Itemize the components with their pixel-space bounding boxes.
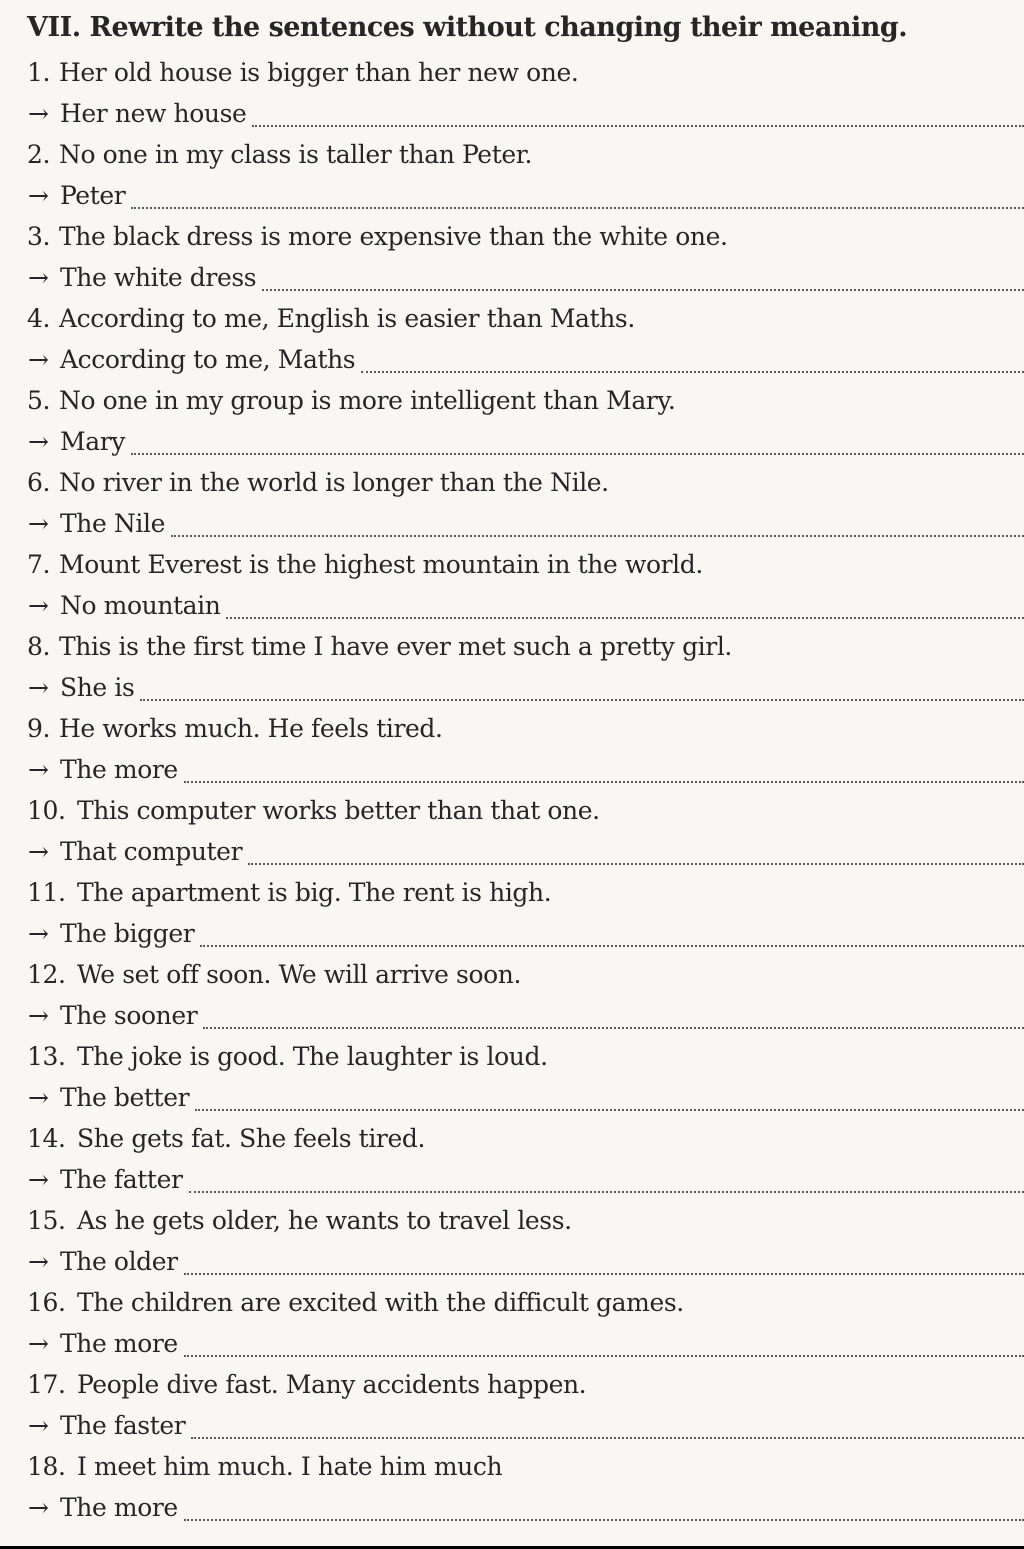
answer-prompt: The Nile [60, 509, 165, 538]
question-number: 2. [27, 140, 51, 169]
exercise-item [0, 544, 1024, 626]
question-number: 3. [27, 222, 51, 251]
answer-line [0, 995, 1024, 1036]
question-text: As he gets older, he wants to travel less. [77, 1206, 572, 1235]
question-text: No river in the world is longer than the Nile. [59, 468, 609, 497]
exercise-question [0, 790, 1024, 831]
question-number: 8. [27, 632, 51, 661]
answer-line [0, 1323, 1024, 1364]
question-number: 17. [27, 1370, 66, 1399]
exercise-item [0, 708, 1024, 790]
answer-prompt: She is [60, 673, 135, 702]
exercise-question [0, 954, 1024, 995]
question-number: 4. [27, 304, 51, 333]
answer-line [0, 257, 1024, 298]
question-text: This computer works better than that one. [77, 796, 600, 825]
question-text: I meet him much. I hate him much [77, 1452, 503, 1481]
answer-blank[interactable] [184, 1343, 1024, 1357]
exercise-item [0, 1364, 1024, 1446]
arrow-right-icon: → [28, 755, 49, 784]
arrow-right-icon: → [28, 427, 49, 456]
arrow-right-icon: → [28, 591, 49, 620]
arrow-right-icon: → [28, 1247, 49, 1276]
answer-prompt: No mountain [60, 591, 221, 620]
question-number: 10. [27, 796, 66, 825]
answer-line [0, 93, 1024, 134]
question-text: People dive fast. Many accidents happen. [77, 1370, 587, 1399]
answer-line [0, 1241, 1024, 1282]
exercise-item [0, 626, 1024, 708]
answer-blank[interactable] [195, 1097, 1024, 1111]
answer-prompt: The faster [60, 1411, 186, 1440]
arrow-right-icon: → [28, 837, 49, 866]
question-text: This is the first time I have ever met such a pretty girl. [59, 632, 732, 661]
answer-prompt: The white dress [60, 263, 257, 292]
answer-prompt: The sooner [60, 1001, 198, 1030]
answer-line [0, 1159, 1024, 1200]
answer-blank[interactable] [140, 687, 1024, 701]
exercise-question [0, 1118, 1024, 1159]
arrow-right-icon: → [28, 673, 49, 702]
answer-line [0, 421, 1024, 462]
answer-blank[interactable] [189, 1179, 1024, 1193]
arrow-right-icon: → [28, 1001, 49, 1030]
question-number: 14. [27, 1124, 66, 1153]
exercise-question [0, 708, 1024, 749]
question-number: 11. [27, 878, 66, 907]
answer-blank[interactable] [252, 113, 1024, 127]
exercise-item [0, 1446, 1024, 1528]
exercise-question [0, 1036, 1024, 1077]
answer-blank[interactable] [191, 1425, 1024, 1439]
exercise-question [0, 52, 1024, 93]
answer-prompt: The better [60, 1083, 190, 1112]
arrow-right-icon: → [28, 263, 49, 292]
answer-line [0, 1405, 1024, 1446]
exercise-question [0, 216, 1024, 257]
answer-line [0, 749, 1024, 790]
arrow-right-icon: → [28, 1329, 49, 1358]
answer-prompt: The more [60, 1329, 178, 1358]
answer-line [0, 585, 1024, 626]
exercise-item [0, 134, 1024, 216]
question-text: No one in my group is more intelligent than Mary. [59, 386, 676, 415]
answer-prompt: According to me, Maths [60, 345, 356, 374]
question-number: 13. [27, 1042, 66, 1071]
answer-blank[interactable] [184, 769, 1024, 783]
exercise-item [0, 380, 1024, 462]
question-number: 18. [27, 1452, 66, 1481]
answer-blank[interactable] [184, 1261, 1024, 1275]
question-text: According to me, English is easier than Maths. [59, 304, 635, 333]
answer-line [0, 1487, 1024, 1528]
answer-line [0, 913, 1024, 954]
question-number: 6. [27, 468, 51, 497]
answer-line [0, 667, 1024, 708]
answer-prompt: The older [60, 1247, 178, 1276]
exercise-question [0, 626, 1024, 667]
question-text: The apartment is big. The rent is high. [77, 878, 552, 907]
answer-prompt: The more [60, 1493, 178, 1522]
exercise-item [0, 954, 1024, 1036]
answer-blank[interactable] [361, 359, 1024, 373]
question-number: 1. [27, 58, 51, 87]
exercise-item [0, 1036, 1024, 1118]
exercise-item [0, 1282, 1024, 1364]
answer-blank[interactable] [131, 441, 1024, 455]
exercise-title: VII. Rewrite the sentences without changing their meaning. [27, 12, 908, 43]
arrow-right-icon: → [28, 1083, 49, 1112]
exercise-question [0, 134, 1024, 175]
answer-blank[interactable] [131, 195, 1024, 209]
exercise-item [0, 790, 1024, 872]
question-number: 15. [27, 1206, 66, 1235]
answer-blank[interactable] [226, 605, 1024, 619]
answer-prompt: Her new house [60, 99, 247, 128]
arrow-right-icon: → [28, 1411, 49, 1440]
arrow-right-icon: → [28, 1165, 49, 1194]
exercise-question [0, 1364, 1024, 1405]
exercise-item [0, 462, 1024, 544]
answer-blank[interactable] [262, 277, 1024, 291]
arrow-right-icon: → [28, 509, 49, 538]
answer-line [0, 1077, 1024, 1118]
exercise-item [0, 52, 1024, 134]
question-text: We set off soon. We will arrive soon. [77, 960, 522, 989]
exercise-question [0, 544, 1024, 585]
answer-prompt: Mary [60, 427, 125, 456]
question-text: The joke is good. The laughter is loud. [77, 1042, 548, 1071]
answer-line [0, 175, 1024, 216]
answer-blank[interactable] [203, 1015, 1024, 1029]
question-number: 5. [27, 386, 51, 415]
question-number: 12. [27, 960, 66, 989]
answer-prompt: The more [60, 755, 178, 784]
exercise-question [0, 1446, 1024, 1487]
exercise-item [0, 216, 1024, 298]
exercise-question [0, 1200, 1024, 1241]
exercise-question [0, 1282, 1024, 1323]
arrow-right-icon: → [28, 919, 49, 948]
exercise-question [0, 380, 1024, 421]
answer-line [0, 831, 1024, 872]
exercise-question [0, 462, 1024, 503]
answer-blank[interactable] [200, 933, 1024, 947]
arrow-right-icon: → [28, 1493, 49, 1522]
question-text: Mount Everest is the highest mountain in the world. [59, 550, 703, 579]
question-number: 7. [27, 550, 51, 579]
answer-blank[interactable] [171, 523, 1024, 537]
question-text: She gets fat. She feels tired. [77, 1124, 426, 1153]
arrow-right-icon: → [28, 181, 49, 210]
question-text: The black dress is more expensive than the white one. [59, 222, 728, 251]
exercise-item [0, 1200, 1024, 1282]
answer-blank[interactable] [184, 1507, 1024, 1521]
question-text: Her old house is bigger than her new one. [59, 58, 579, 87]
answer-line [0, 503, 1024, 544]
exercise-question [0, 872, 1024, 913]
question-number: 9. [27, 714, 51, 743]
answer-prompt: That computer [60, 837, 243, 866]
answer-prompt: Peter [60, 181, 126, 210]
answer-prompt: The fatter [60, 1165, 183, 1194]
exercise-item [0, 872, 1024, 954]
answer-prompt: The bigger [60, 919, 195, 948]
question-text: The children are excited with the difficult games. [77, 1288, 684, 1317]
exercise-question [0, 298, 1024, 339]
exercise-item [0, 298, 1024, 380]
arrow-right-icon: → [28, 99, 49, 128]
question-text: He works much. He feels tired. [59, 714, 443, 743]
question-number: 16. [27, 1288, 66, 1317]
answer-line [0, 339, 1024, 380]
exercise-list [0, 52, 1024, 1528]
question-text: No one in my class is taller than Peter. [59, 140, 533, 169]
arrow-right-icon: → [28, 345, 49, 374]
answer-blank[interactable] [248, 851, 1024, 865]
exercise-item [0, 1118, 1024, 1200]
